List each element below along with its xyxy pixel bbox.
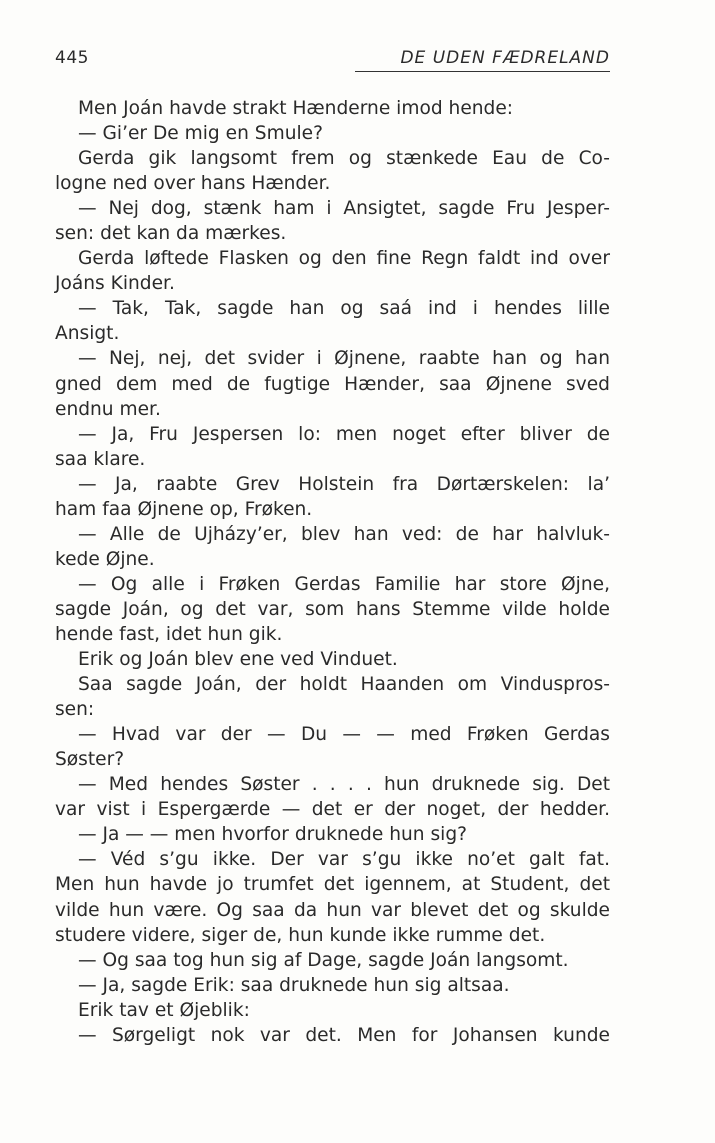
header-rule (355, 71, 610, 72)
body-text (55, 96, 610, 1048)
text-line: — Véd s’gu ikke. Der var s’gu ikke no’et galt fat. (78, 849, 610, 871)
text-line: logne ned over hans Hænder. (55, 173, 331, 195)
page-header (55, 48, 610, 74)
text-line: — Ja — — men hvorfor druknede hun sig? (78, 824, 467, 846)
text-line: kede Øjne. (55, 548, 155, 570)
text-line: Men Joán havde strakt Hænderne imod hende: (78, 98, 514, 119)
text-line: — Sørgeligt nok var det. Men for Johansen kunde (78, 1024, 610, 1046)
text-line: sagde Joán, og det var, som hans Stemme vilde holde (55, 598, 610, 620)
text-line: sen: (55, 699, 95, 721)
text-line: Saa sagde Joán, der holdt Haanden om Vinduspros- (78, 674, 610, 696)
text-line: vilde hun være. Og saa da hun var blevet det og skulde (55, 899, 610, 921)
text-line: — Ja, Fru Jespersen lo: men noget efter bliver de (78, 423, 610, 445)
text-line: Søster? (55, 749, 125, 771)
text-line: Gerda løftede Flasken og den fine Regn faldt ind over (78, 248, 610, 270)
text-line: Erik og Joán blev ene ved Vinduet. (78, 649, 398, 671)
text-line: endnu mer. (55, 398, 161, 420)
text-line: Gerda gik langsomt frem og stænkede Eau de Co- (78, 148, 610, 170)
text-line: — Hvad var der — Du — — med Frøken Gerdas (78, 724, 610, 746)
text-line: hende fast, idet hun gik. (55, 623, 283, 645)
text-line: Joáns Kinder. (55, 273, 175, 295)
text-line: ham faa Øjnene op, Frøken. (55, 498, 313, 520)
text-line: saa klare. (55, 448, 146, 470)
text-line: — Med hendes Søster . . . . hun druknede sig. Det (78, 774, 610, 796)
text-line: Erik tav et Øjeblik: (78, 999, 250, 1021)
text-line: — Og saa tog hun sig af Dage, sagde Joán langsomt. (78, 949, 569, 971)
text-line: — Ja, raabte Grev Holstein fra Dørtærskelen: la’ (78, 473, 610, 495)
text-line: gned dem med de fugtige Hænder, saa Øjnene sved (55, 373, 610, 395)
page-number: 445 (55, 48, 89, 68)
text-line: — Nej, nej, det svider i Øjnene, raabte han og han (78, 348, 610, 370)
text-line: studere videre, siger de, hun kunde ikke rumme det. (55, 924, 546, 946)
text-line: Men hun havde jo trumfet det igennem, at Student, det (55, 874, 610, 896)
text-line: — Alle de Ujházy’er, blev han ved: de har halvluk- (78, 523, 610, 545)
running-title: DE UDEN FÆDRELAND (400, 48, 610, 68)
text-line: — Nej dog, stænk ham i Ansigtet, sagde Fru Jesper- (78, 198, 610, 220)
text-line: Ansigt. (55, 323, 120, 345)
text-line: — Gi’er De mig en Smule? (78, 123, 323, 145)
text-line: sen: det kan da mærkes. (55, 223, 287, 245)
text-line: — Ja, sagde Erik: saa druknede hun sig altsaa. (78, 974, 510, 996)
text-line: var vist i Espergærde — det er der noget, der hedder. (55, 799, 610, 821)
text-line: — Og alle i Frøken Gerdas Familie har store Øjne, (78, 573, 610, 595)
text-line: — Tak, Tak, sagde han og saá ind i hendes lille (78, 298, 610, 320)
